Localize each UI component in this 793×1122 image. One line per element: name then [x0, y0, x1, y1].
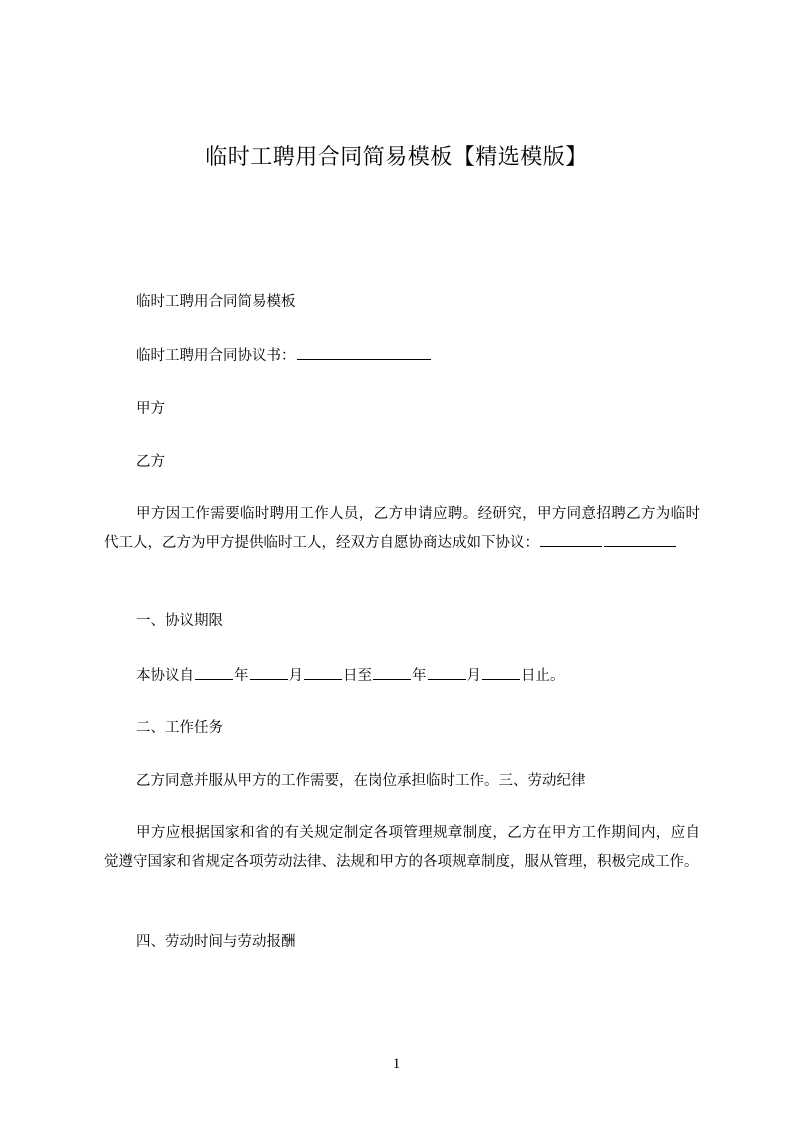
intro-blank-2: [604, 532, 676, 547]
section-4-title: 四、劳动时间与劳动报酬: [136, 934, 296, 950]
term-day-blank-2: [482, 665, 520, 680]
agreement-number-blank: [297, 345, 431, 360]
page-number: 1: [392, 1056, 401, 1072]
agreement-number-line: [136, 345, 432, 366]
intro-text: 甲方因工作需要临时聘用工作人员，乙方申请应聘。经研究，甲方同意招聘乙方为临时代工人，乙方为甲方提供临时工人，经双方自愿协商达成如下协议：: [104, 506, 700, 551]
term-prefix: 本协议自: [136, 668, 194, 684]
section-2-title: 二、工作任务: [136, 720, 223, 736]
intro-paragraph: [104, 500, 700, 558]
task-line: 乙方同意并服从甲方的工作需要，在岗位承担临时工作。三、劳动纪律: [136, 773, 586, 789]
discipline-paragraph: 甲方应根据国家和省的有关规定制定各项管理规章制度，乙方在甲方工作期间内，应自觉遵守国家和省规定各项劳动法律、法规和甲方的各项规章制度，服从管理，积极完成工作。: [104, 825, 700, 870]
term-month-2: 月: [466, 668, 481, 684]
term-day-blank-1: [304, 665, 342, 680]
section-1-title: 一、协议期限: [136, 613, 223, 629]
party-a-label: 甲方: [136, 401, 165, 417]
term-month-1: 月: [288, 668, 303, 684]
document-title: 临时工聘用合同简易模板【精选模版】: [205, 145, 588, 170]
term-year-blank-2: [373, 665, 411, 680]
agreement-label: 临时工聘用合同协议书：: [136, 348, 296, 364]
term-line: [136, 665, 565, 686]
term-year-1: 年: [234, 668, 249, 684]
intro-blank-1: [540, 532, 602, 547]
term-year-2: 年: [412, 668, 427, 684]
term-month-blank-1: [250, 665, 288, 680]
term-day-end: 日止。: [521, 668, 565, 684]
term-day-to: 日至: [343, 668, 372, 684]
party-b-label: 乙方: [136, 454, 165, 470]
term-year-blank-1: [195, 665, 233, 680]
document-heading: 临时工聘用合同简易模板: [136, 294, 296, 310]
term-month-blank-2: [428, 665, 466, 680]
